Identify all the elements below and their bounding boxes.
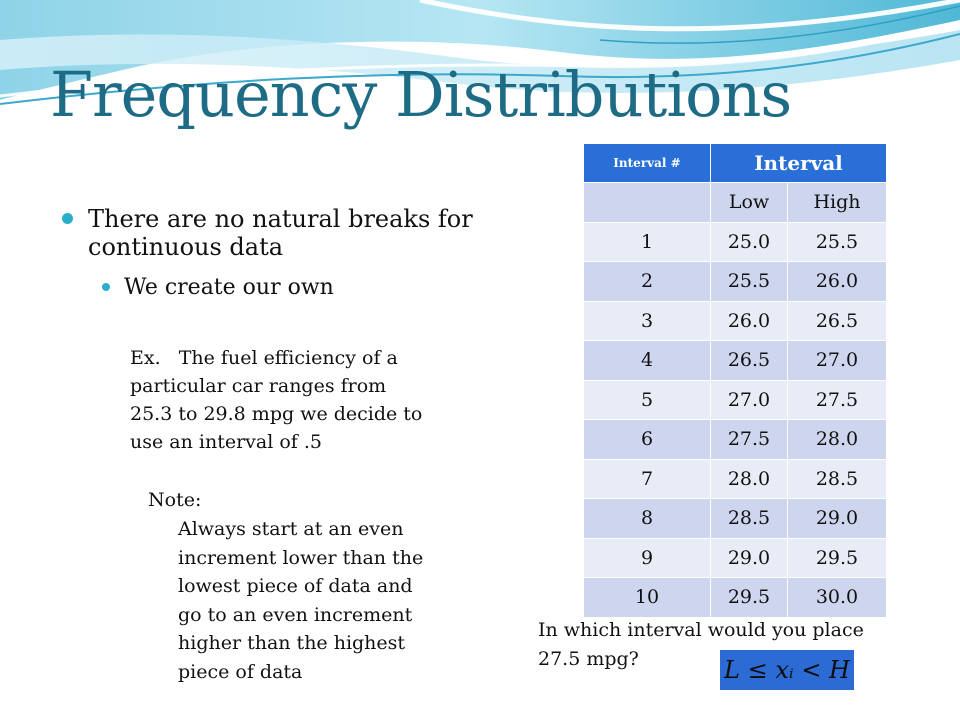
- note-line: higher than the highest: [178, 632, 406, 654]
- subheader-high: High: [788, 183, 887, 223]
- table-row: [584, 499, 887, 539]
- example-line: use an interval of .5: [130, 431, 322, 453]
- table-header-row: [584, 144, 887, 183]
- bullet-dot-icon: [62, 213, 73, 224]
- cell-high: 27.5: [788, 381, 887, 421]
- example-line: 25.3 to 29.8 mpg we decide to: [130, 403, 423, 425]
- cell-interval-number: 10: [584, 578, 711, 618]
- table-row: [584, 381, 887, 421]
- note-line: go to an even increment: [178, 603, 413, 626]
- table-row: [584, 223, 887, 263]
- cell-interval-number: 5: [584, 381, 711, 421]
- formula-box: L ≤ xᵢ < H: [720, 650, 854, 690]
- subheader-blank: [584, 183, 711, 223]
- bullet-item-level1: [62, 205, 532, 261]
- table-row: [584, 262, 887, 302]
- frequency-table: [584, 144, 887, 618]
- cell-high: 30.0: [788, 578, 887, 618]
- slide-title: Frequency Distributions: [50, 58, 792, 131]
- cell-interval-number: 4: [584, 341, 711, 381]
- table-row: [584, 578, 887, 618]
- note-text: [178, 515, 468, 686]
- table-row: [584, 460, 887, 500]
- note-line: piece of data: [178, 660, 303, 683]
- example-line: Ex. The fuel efficiency of a: [130, 347, 398, 369]
- table-row: [584, 420, 887, 460]
- cell-high: 25.5: [788, 223, 887, 263]
- cell-high: 29.5: [788, 539, 887, 579]
- cell-low: 27.0: [711, 381, 788, 421]
- cell-high: 28.5: [788, 460, 887, 500]
- cell-interval-number: 9: [584, 539, 711, 579]
- note-line: lowest piece of data and: [178, 575, 413, 597]
- cell-interval-number: 8: [584, 499, 711, 539]
- table-row: [584, 341, 887, 381]
- cell-low: 29.5: [711, 578, 788, 618]
- cell-low: 28.0: [711, 460, 788, 500]
- cell-low: 28.5: [711, 499, 788, 539]
- cell-interval-number: 7: [584, 460, 711, 500]
- table-row: [584, 539, 887, 579]
- example-line: particular car ranges from: [130, 375, 387, 397]
- header-interval-number: Interval #: [584, 144, 711, 183]
- subheader-low: Low: [711, 183, 788, 223]
- cell-high: 26.0: [788, 262, 887, 302]
- cell-low: 26.5: [711, 341, 788, 381]
- header-interval: Interval: [711, 144, 887, 183]
- cell-interval-number: 6: [584, 420, 711, 460]
- cell-high: 29.0: [788, 499, 887, 539]
- cell-interval-number: 3: [584, 302, 711, 342]
- cell-low: 27.5: [711, 420, 788, 460]
- cell-low: 29.0: [711, 539, 788, 579]
- question-line: In which interval would you place: [538, 619, 864, 641]
- cell-interval-number: 1: [584, 223, 711, 263]
- bullet-dot-icon: [102, 283, 110, 291]
- cell-interval-number: 2: [584, 262, 711, 302]
- cell-high: 28.0: [788, 420, 887, 460]
- cell-high: 27.0: [788, 341, 887, 381]
- example-text: [130, 344, 470, 456]
- question-line: 27.5 mpg?: [538, 648, 639, 670]
- cell-low: 25.0: [711, 223, 788, 263]
- table-row: [584, 302, 887, 342]
- bullet-item-level2: [102, 274, 334, 302]
- bullet-text: We create our own: [124, 275, 334, 300]
- cell-high: 26.5: [788, 302, 887, 342]
- cell-low: 25.5: [711, 262, 788, 302]
- note-line: increment lower than the: [178, 546, 424, 569]
- bullet-text: There are no natural breaks for continuous data: [88, 205, 473, 261]
- cell-low: 26.0: [711, 302, 788, 342]
- note-line: Always start at an even: [178, 518, 404, 540]
- table-subheader-row: [584, 183, 887, 223]
- note-label: Note:: [148, 489, 202, 511]
